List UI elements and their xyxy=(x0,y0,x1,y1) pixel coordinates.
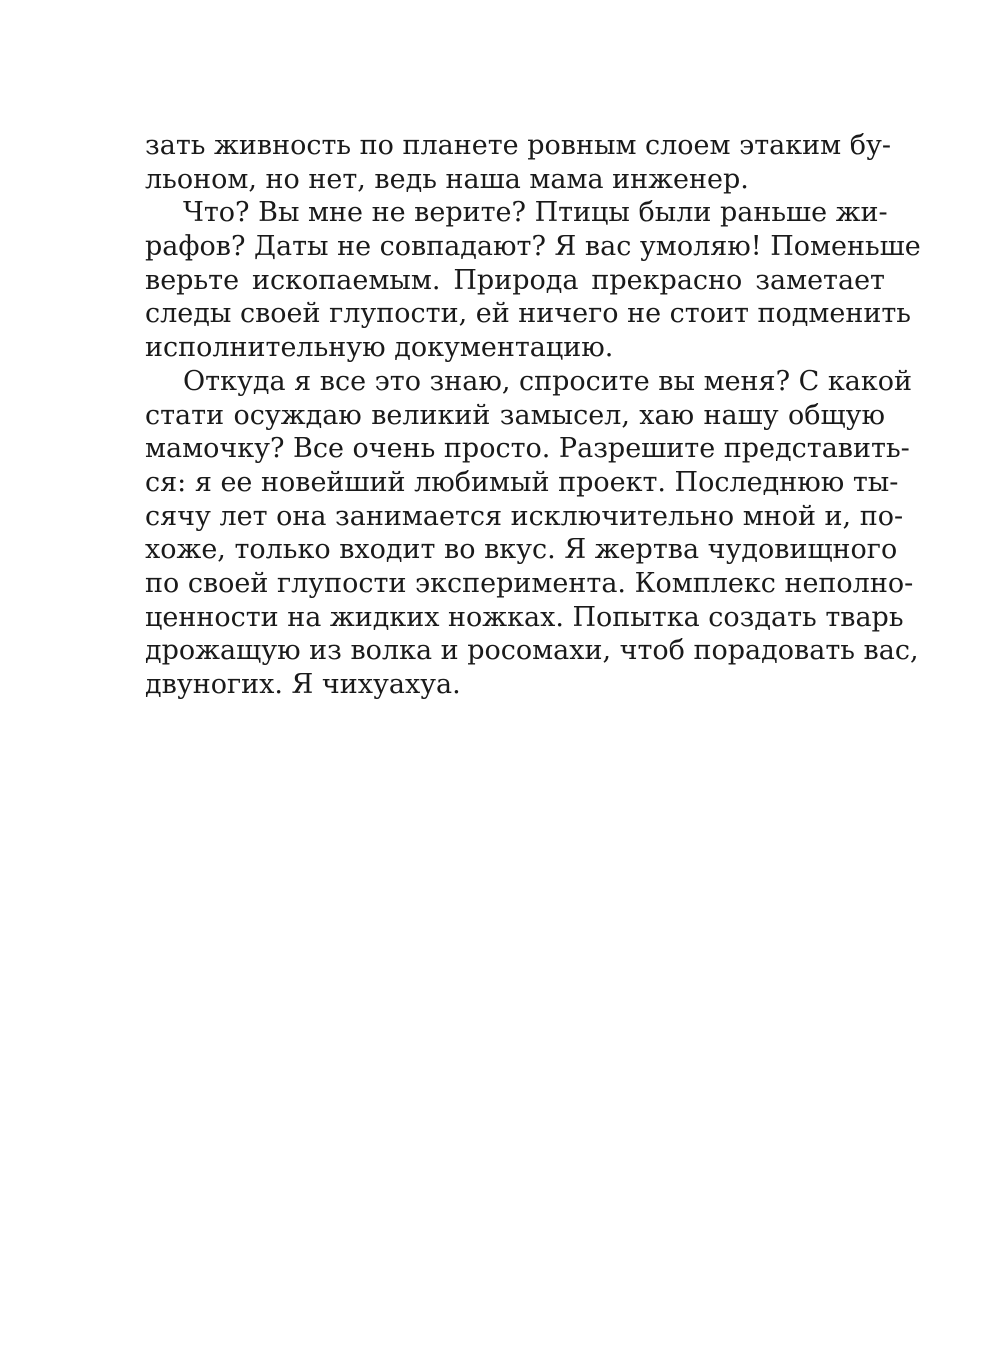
text-line: ся: я ее новейший любимый проект. Последнюю ты- xyxy=(145,466,899,498)
paragraph-1 xyxy=(145,129,891,196)
text-line: зать живность по планете ровным слоем этаким бу- xyxy=(145,130,891,161)
text-line: Что? Вы мне не верите? Птицы были раньше жи- xyxy=(183,197,888,229)
text-line: исполнительную документацию. xyxy=(145,332,614,364)
body-text xyxy=(145,129,921,702)
text-line: хоже, только входит во вкус. Я жертва чудовищного xyxy=(145,534,898,566)
text-line: стати осуждаю великий замысел, хаю нашу общую xyxy=(145,399,885,431)
text-line: рафов? Даты не совпадают? Я вас умоляю! Поменьше xyxy=(145,231,921,263)
text-line: по своей глупости эксперимента. Комплекс неполно- xyxy=(145,567,914,599)
paragraph-2 xyxy=(145,196,921,364)
text-line: дрожащую из волка и росомахи, чтоб порадовать вас, xyxy=(145,635,919,667)
text-line: двуногих. Я чихуахуа. xyxy=(145,669,461,700)
text-line: ценности на жидких ножках. Попытка создать тварь xyxy=(145,601,904,633)
text-line: мамочку? Все очень просто. Разрешите представить- xyxy=(145,433,910,465)
text-line: льоном, но нет, ведь наша мама инженер. xyxy=(145,163,749,195)
text-line: следы своей глупости, ей ничего не стоит подменить xyxy=(145,298,911,330)
text-line: верьте ископаемым. Природа прекрасно заметает xyxy=(145,264,885,296)
text-line: сячу лет она занимается исключительно мной и, по- xyxy=(145,500,904,532)
paragraph-3 xyxy=(145,365,919,702)
text-line: Откуда я все это знаю, спросите вы меня? С какой xyxy=(183,365,912,397)
